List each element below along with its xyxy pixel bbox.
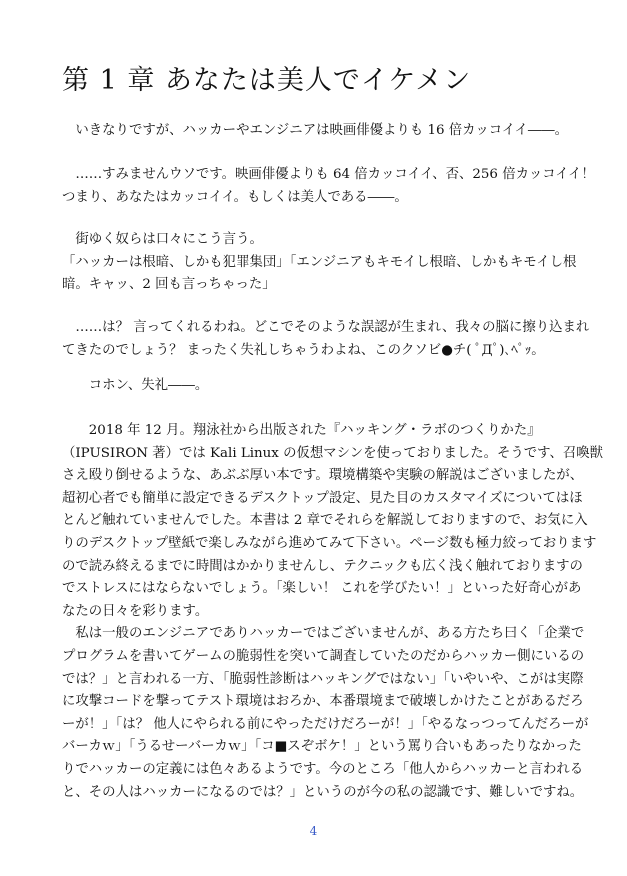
text-line: でストレスにはならないでしょう。「楽しい！ これを学びたい！」といった好奇心があ <box>62 581 582 597</box>
text-line: ……は？ 言ってくれるわね。どこでそのような誤認が生まれ、我々の脳に擦り込まれ <box>62 320 590 335</box>
text-line: ーが！」「は？ 他人にやられる前にやっただけだろーが！」「やるなっつってんだろーが <box>62 716 589 732</box>
text-line: ……すみませんウソです。映画俳優よりも 64 倍カッコイイ、否、256 倍カッコイイ！ <box>62 167 595 182</box>
text-line: いきなりですが、ハッカーやエンジニアは映画俳優よりも 16 倍カッコイイ――。 <box>62 123 569 138</box>
text-line: つまり、あなたはカッコイイ。もしくは美人である――。 <box>62 189 408 205</box>
text-line: 「ハッカーは根暗、しかも犯罪集団」「エンジニアもキモイし根暗、しかもキモイし根 <box>62 254 577 270</box>
paragraph-4 <box>62 317 590 362</box>
text-line: とんど触れていませんでした。本書は 2 章でそれらを解説しておりますので、お気に入 <box>62 513 588 529</box>
text-line: では？」と言われる一方、「脆弱性診断はハッキングではない」「いやいや、こがは実際 <box>62 671 584 687</box>
text-line: 街ゆく奴らは口々にこう言う。 <box>62 232 263 247</box>
text-line: 私は一般のエンジニアでありハッカーではございませんが、ある方たち曰く「企業で <box>62 626 585 642</box>
chapter-title: 第 1 章 あなたは美人でイケメン <box>62 65 472 96</box>
text-line: （IPUSIRON 著）では Kali Linux の仮想マシンを使っておりました。そうです、召喚獣 <box>62 445 604 461</box>
text-line: バーカｗ」「うるせーバーカｗ」「コ■スぞボケ！」という罵り合いもあったりなかった <box>62 739 582 755</box>
text-line: と、その人はハッカーになるのでは？」というのが今の私の認識です、難しいですね。 <box>62 784 584 800</box>
text-line: 2018 年 12 月。翔泳社から出版された『ハッキング・ラボのつくりかた』 <box>62 423 541 438</box>
paragraph-1 <box>62 120 569 143</box>
paragraph-3 <box>62 229 577 297</box>
text-line: りでハッカーの定義には色々あるようです。今のところ「他人からハッカーと言われる <box>62 761 584 777</box>
text-line: コホン、失礼――。 <box>62 378 209 393</box>
text-line: さえ殴り倒せるような、あぶぶ厚い本です。環境構築や実験の解説はございましたが、 <box>62 468 584 484</box>
text-line: りのデスクトップ壁紙で楽しみながら進めてみて下さい。ページ数も極力絞っております <box>62 535 597 551</box>
text-line: なたの日々を彩ります。 <box>62 603 209 619</box>
text-line: てきたのでしょう？ まったく失礼しちゃうわよね、このクソビ●チ( ﾟДﾟ)､ﾍﾟｯ。 <box>62 342 545 358</box>
page-number: 4 <box>309 824 318 838</box>
text-line: 暗。キャッ、2 回も言っちゃった」 <box>62 277 276 293</box>
text-line: プログラムを書いてゲームの脆弱性を突いて調査していたのだからハッカー側にいるの <box>62 648 585 664</box>
text-line: 超初心者でも簡単に設定できるデスクトップ設定、見た目のカスタマイズについてはほ <box>62 490 583 506</box>
paragraph-2 <box>62 164 595 209</box>
text-line: ので読み終えるまでに時間はかかりませんし、テクニックも広く浅く触れておりますの <box>62 558 583 574</box>
text-line: に攻撃コードを撃ってテスト環境はおろか、本番環境まで破壊しかけたことがあるだろ <box>62 694 584 710</box>
paragraph-5 <box>62 375 565 398</box>
paragraph-6 <box>62 420 604 804</box>
